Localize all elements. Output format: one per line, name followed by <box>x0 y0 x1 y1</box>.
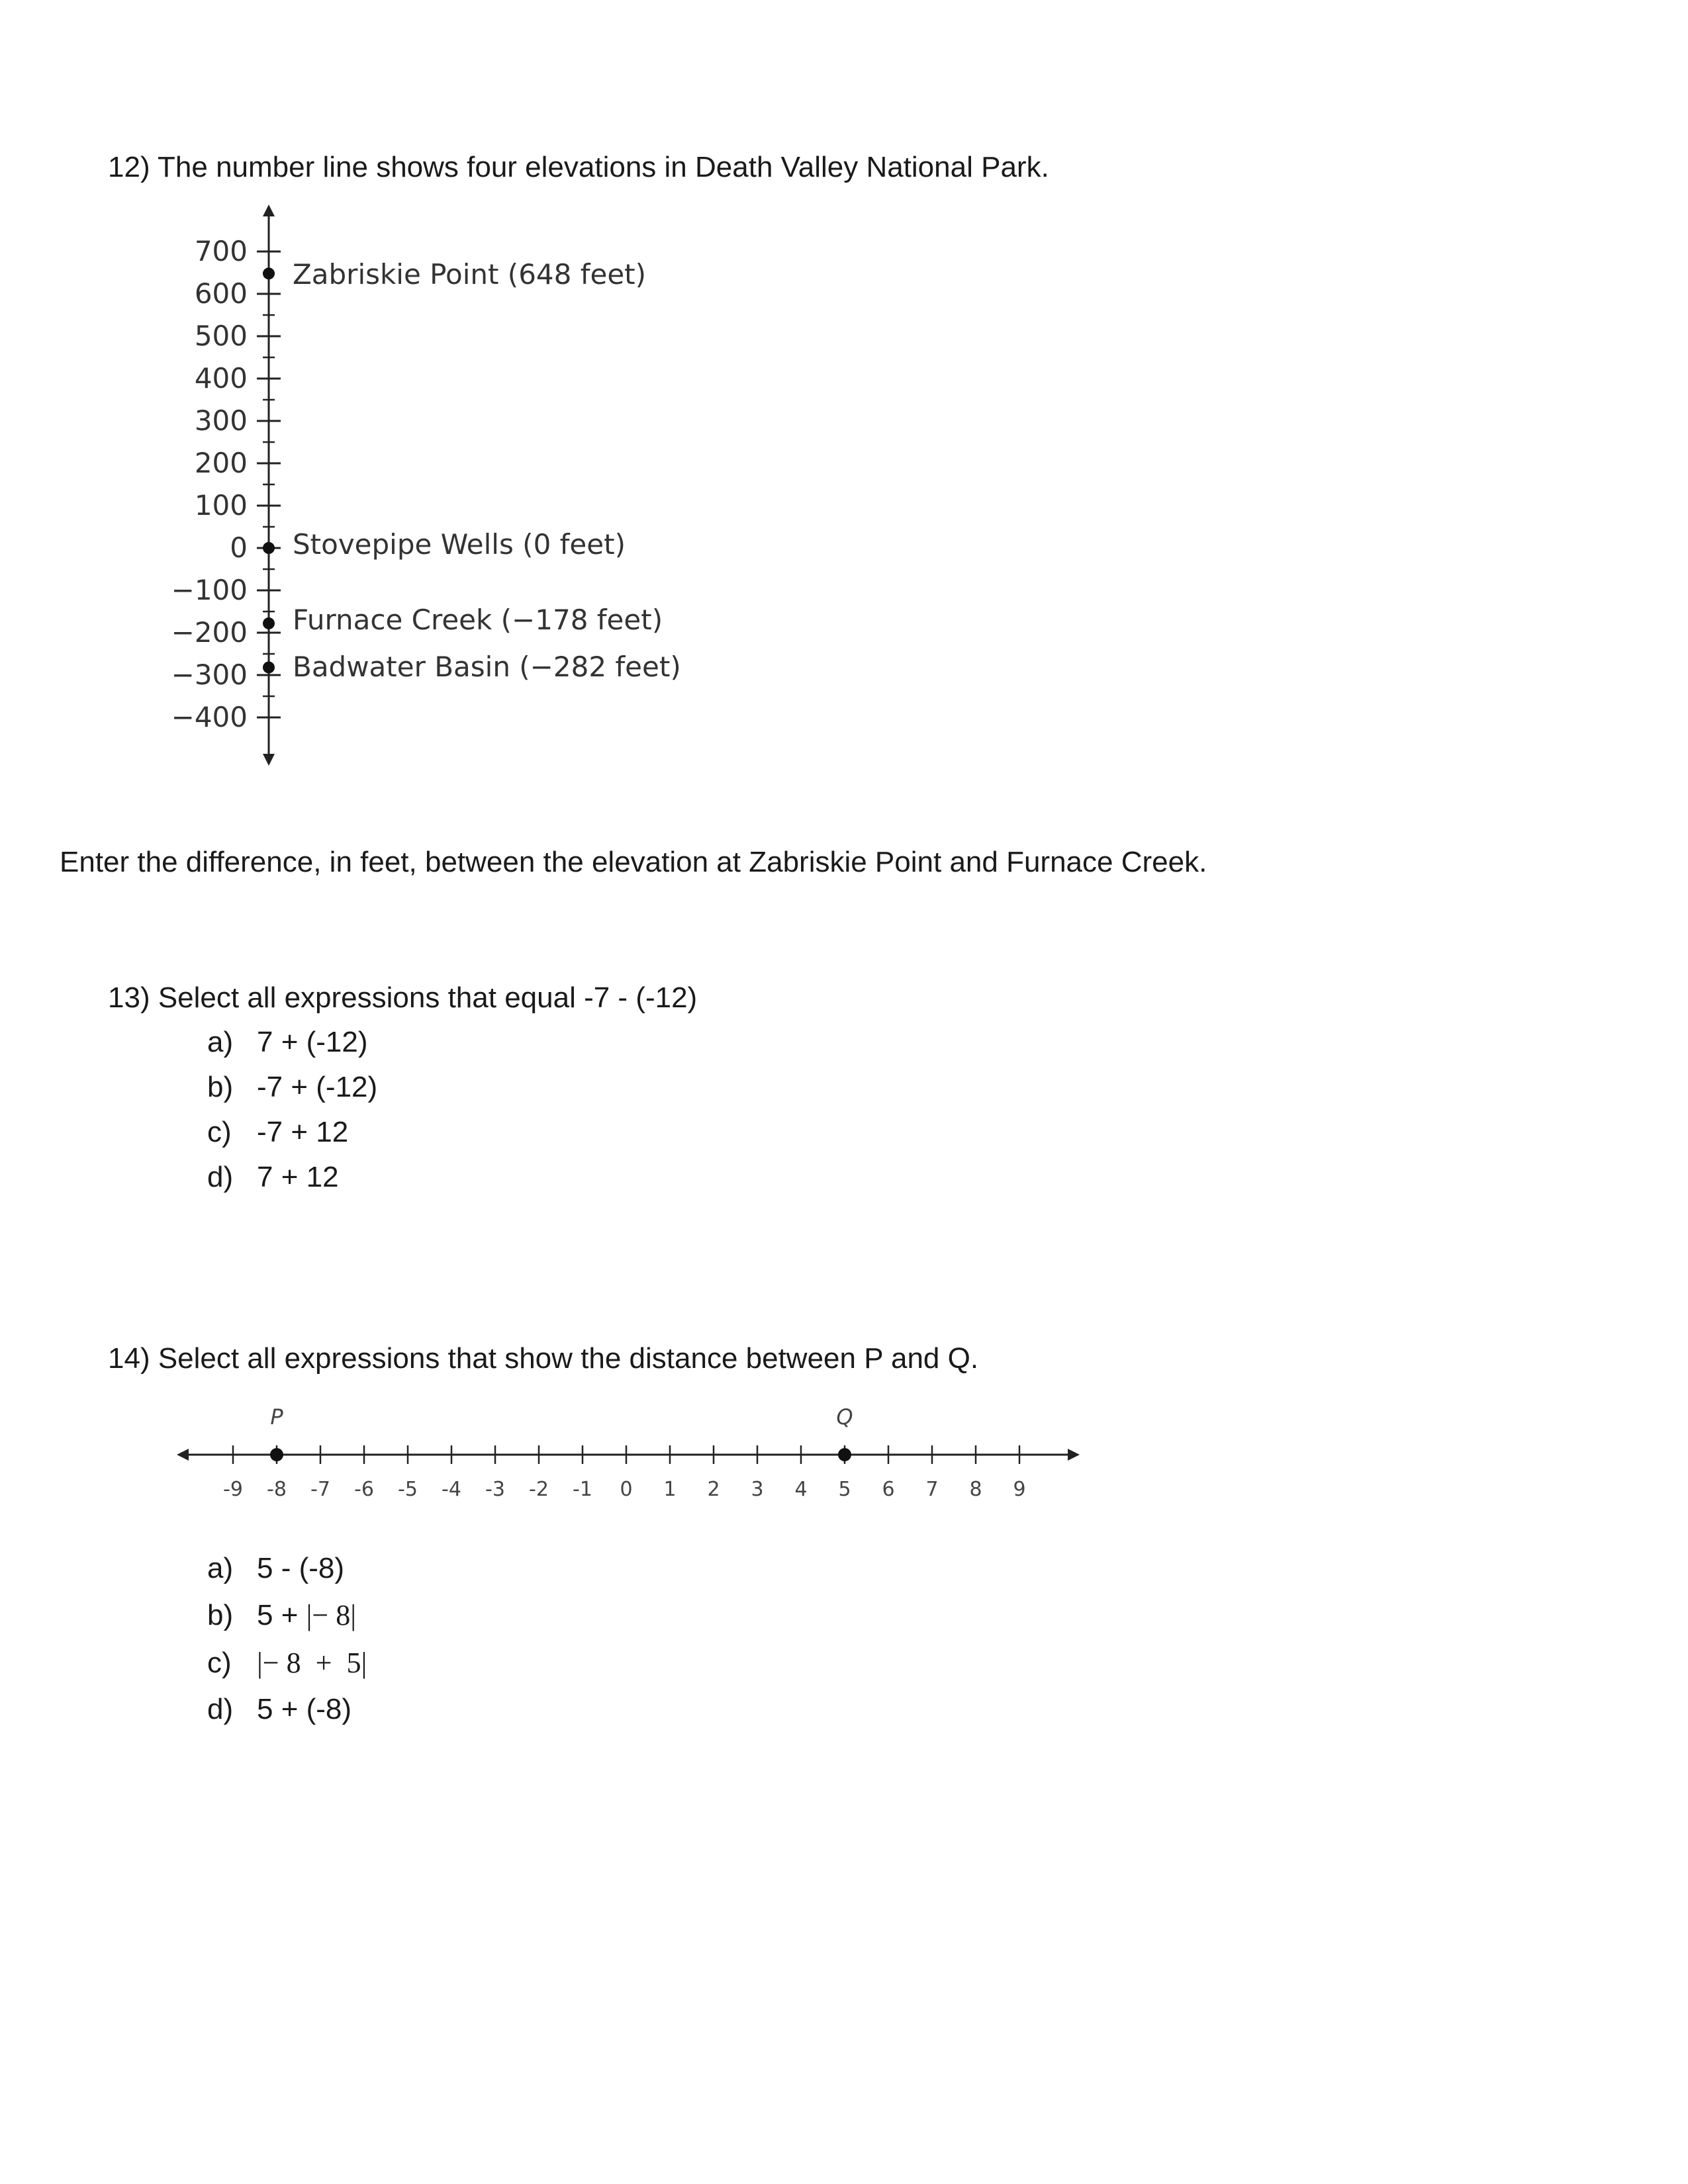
number-line-tick-label: -1 <box>573 1478 592 1501</box>
elevation-tick-label: −200 <box>171 616 248 649</box>
number-line-tick-label: -8 <box>267 1478 287 1501</box>
q14-option-b[interactable] <box>207 1598 356 1632</box>
elevation-point <box>263 267 275 279</box>
elevation-point-label: Zabriskie Point (648 feet) <box>293 258 647 291</box>
number-line-tick-label: 5 <box>838 1478 851 1501</box>
number-line-point-label: Q <box>836 1404 853 1430</box>
number-line-tick-label: -3 <box>485 1478 505 1501</box>
number-line-tick-label: 6 <box>882 1478 895 1501</box>
elevation-number-line <box>0 0 794 794</box>
option-text: -7 + (-12) <box>257 1071 378 1103</box>
question-12-prompt: Enter the difference, in feet, between the elevation at Zabriskie Point and Furnace Creek. <box>60 846 1207 878</box>
pq-number-line <box>0 1390 1125 1522</box>
option-letter: c) <box>207 1116 232 1148</box>
option-letter: d) <box>207 1161 234 1193</box>
option-text: 5 - (-8) <box>257 1552 344 1584</box>
elevation-tick-label: 700 <box>194 235 248 267</box>
elevation-tick-label: 300 <box>194 404 248 437</box>
option-text: 7 + 12 <box>257 1161 339 1193</box>
elevation-tick-label: 200 <box>194 447 248 479</box>
option-math: |− 8| <box>306 1599 357 1631</box>
option-letter: b) <box>207 1071 234 1103</box>
option-letter: d) <box>207 1693 234 1725</box>
q14-option-d[interactable] <box>207 1693 352 1726</box>
q13-option-b[interactable] <box>207 1071 377 1104</box>
number-line-tick-label: -9 <box>223 1478 243 1501</box>
option-letter: a) <box>207 1552 234 1584</box>
number-line-tick-label: -7 <box>310 1478 330 1501</box>
option-text: 5 + <box>257 1599 306 1631</box>
number-line-point-label: P <box>270 1404 283 1430</box>
number-line-point <box>838 1448 851 1461</box>
elevation-tick-label: 100 <box>194 489 248 522</box>
elevation-point-label: Stovepipe Wells (0 feet) <box>293 528 626 561</box>
number-line-tick-label: 3 <box>751 1478 764 1501</box>
option-text: 5 + (-8) <box>257 1693 352 1725</box>
elevation-point <box>263 617 275 629</box>
option-text: 7 + (-12) <box>257 1026 368 1058</box>
number-line-tick-label: 0 <box>620 1478 633 1501</box>
number-line-tick-label: -5 <box>398 1478 418 1501</box>
question-13-text: 13) Select all expressions that equal -7 - (-12) <box>108 981 698 1014</box>
option-text: -7 + 12 <box>257 1116 349 1148</box>
elevation-point <box>263 661 275 673</box>
option-math: |− 8 + 5| <box>257 1647 367 1679</box>
option-letter: a) <box>207 1026 234 1058</box>
number-line-tick-label: -6 <box>354 1478 374 1501</box>
question-14-text: 14) Select all expressions that show the distance between P and Q. <box>108 1342 979 1375</box>
q14-option-c[interactable] <box>207 1646 367 1680</box>
elevation-tick-label: −300 <box>171 659 248 691</box>
number-line-tick-label: 7 <box>925 1478 939 1501</box>
number-line-point <box>270 1448 283 1461</box>
q13-option-a[interactable] <box>207 1026 368 1059</box>
elevation-tick-label: 500 <box>194 320 248 352</box>
number-line-tick-label: 1 <box>663 1478 677 1501</box>
q13-option-d[interactable] <box>207 1161 339 1194</box>
number-line-tick-label: -2 <box>529 1478 549 1501</box>
elevation-point-label: Furnace Creek (−178 feet) <box>293 604 663 636</box>
option-letter: c) <box>207 1647 232 1679</box>
elevation-tick-label: −100 <box>171 574 248 606</box>
elevation-tick-label: 0 <box>230 531 248 564</box>
q14-option-a[interactable] <box>207 1552 344 1585</box>
q13-option-c[interactable] <box>207 1116 348 1149</box>
number-line-tick-label: 4 <box>794 1478 808 1501</box>
elevation-tick-label: −400 <box>171 701 248 733</box>
number-line-tick-label: 9 <box>1013 1478 1026 1501</box>
elevation-tick-label: 600 <box>194 277 248 310</box>
number-line-tick-label: 2 <box>707 1478 720 1501</box>
elevation-tick-label: 400 <box>194 362 248 394</box>
elevation-point <box>263 542 275 554</box>
elevation-point-label: Badwater Basin (−282 feet) <box>293 651 681 683</box>
number-line-tick-label: 8 <box>969 1478 982 1501</box>
number-line-tick-label: -4 <box>442 1478 461 1501</box>
question-12-text: 12) The number line shows four elevations in Death Valley National Park. <box>108 151 1049 183</box>
option-letter: b) <box>207 1599 234 1631</box>
